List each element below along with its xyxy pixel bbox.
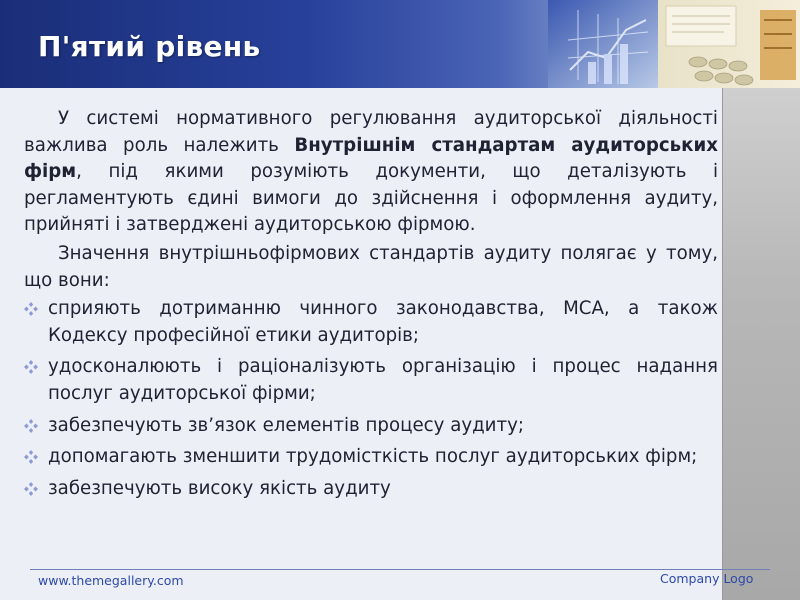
list-item-text: забезпечують високу якість аудиту [48,477,391,499]
list-item [24,296,718,349]
company-logo: Company Logo [660,571,754,586]
slide-header [0,0,800,88]
footer-divider [30,569,770,570]
footer-url: www.themegallery.com [38,573,184,588]
intro-highlight: Внутрішнім стандартам аудиторських фірм [24,134,718,183]
list-item [24,413,718,440]
list-item-text: сприяють дотриманню чинного законодавства, МСА, а також Кодексу професійної етики аудиторів; [48,298,718,346]
right-decorative-panel [722,88,800,600]
diamond-cluster-icon [24,450,38,464]
lead-paragraph: Значення внутрішньофірмових стандартів аудиту полягає у тому, що вони: [24,242,718,291]
list-item [24,476,718,503]
list-item [24,444,718,471]
intro-text-start: У системі нормативного регулювання аудиторської діяльності важлива роль належить [24,108,718,156]
list-item [24,354,718,407]
list-item-text: удосконалюють і раціоналізують організацію і процес надання послуг аудиторської фірми; [48,356,718,404]
list-item-text: допомагають зменшити трудомісткість послуг аудиторських фірм; [48,446,698,468]
slide-title: П'ятий рівень [38,30,261,63]
benefits-list [24,296,718,502]
intro-text-end: , під якими розуміють документи, що деталізують і регламентують єдині вимоги до здійснення і оформлення аудиту, прийняті і затверджені аудиторською фірмою. [24,161,718,236]
header-decoration-image [548,0,800,88]
diamond-cluster-icon [24,360,38,374]
diamond-cluster-icon [24,302,38,316]
list-item-text: забезпечують зв’язок елементів процесу аудиту; [48,414,524,436]
diamond-cluster-icon [24,419,38,433]
slide-content [24,106,718,507]
intro-paragraph [24,106,718,239]
diamond-cluster-icon [24,482,38,496]
header-photo-collage [548,0,800,88]
